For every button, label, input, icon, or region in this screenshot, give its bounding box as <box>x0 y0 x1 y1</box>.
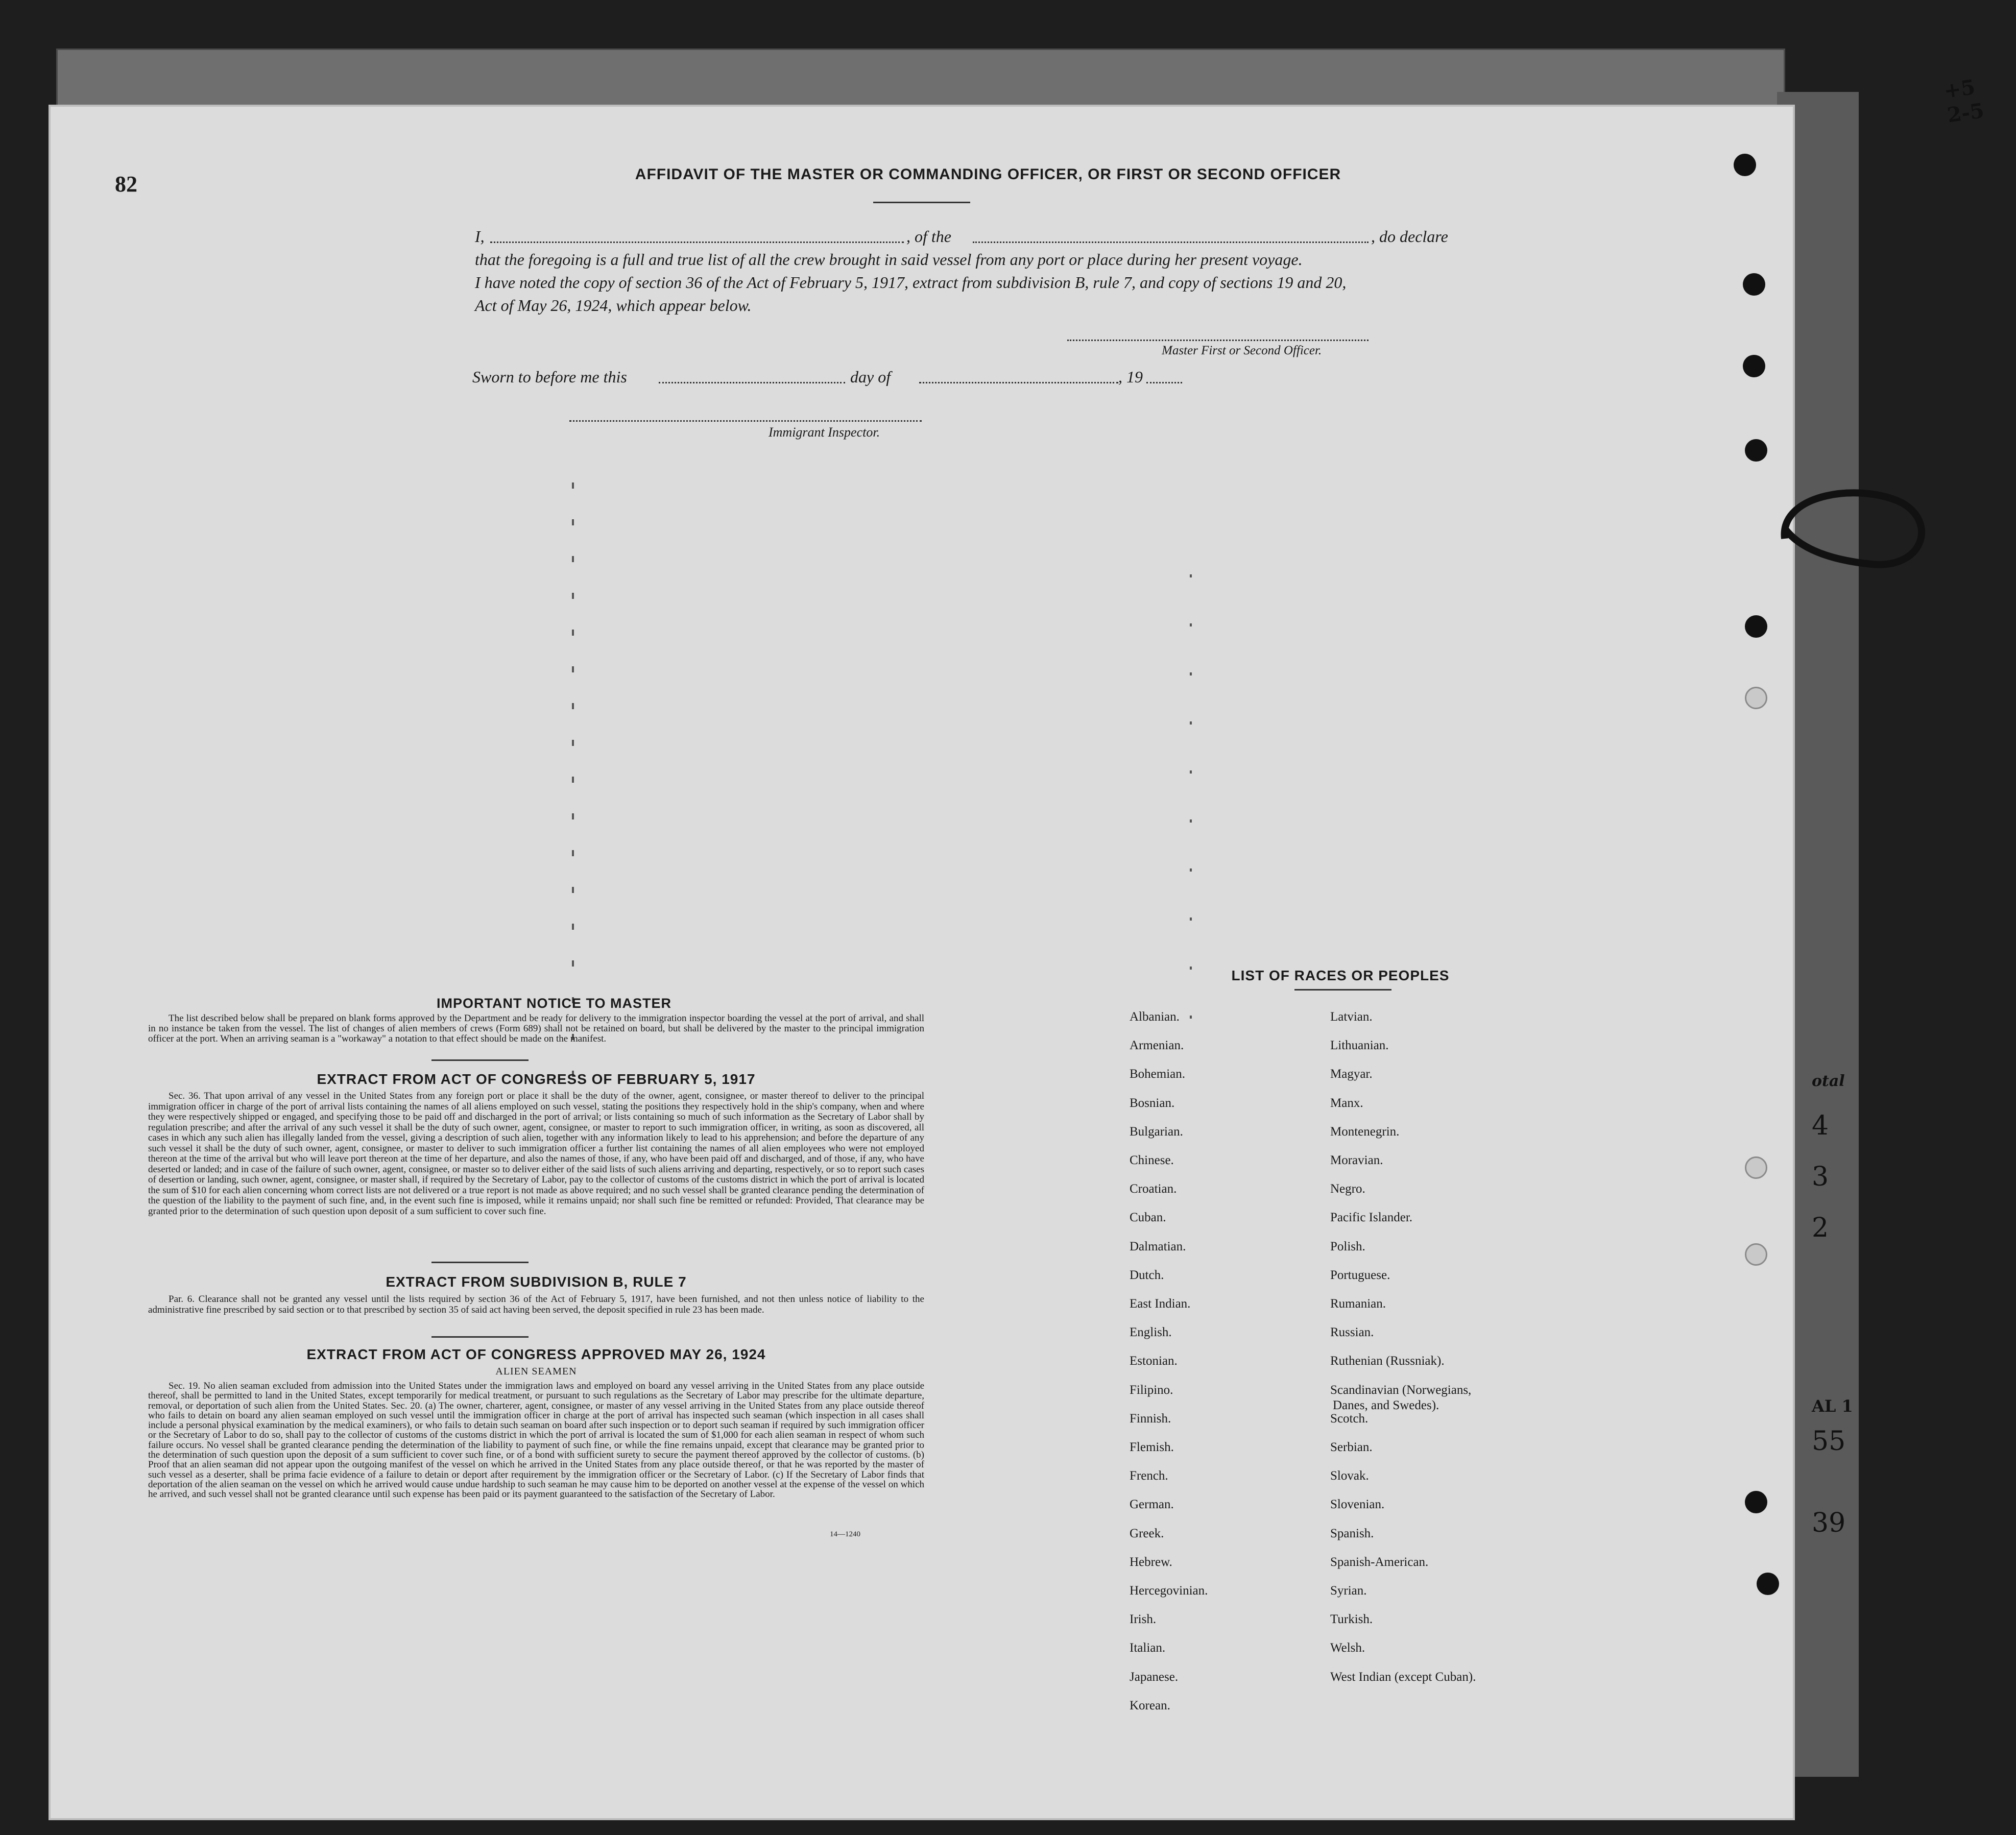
race-item: Scotch. <box>1330 1411 1369 1426</box>
subdivision-b-title: EXTRACT FROM SUBDIVISION B, RULE 7 <box>386 1274 687 1290</box>
divider <box>431 1262 529 1263</box>
race-item: Lithuanian. <box>1330 1039 1389 1053</box>
race-item: Bulgarian. <box>1130 1124 1183 1139</box>
race-item: Ruthenian (Russniak). <box>1330 1354 1445 1368</box>
punch-hole <box>1734 154 1756 176</box>
year-blank <box>1146 382 1182 383</box>
race-item: German. <box>1130 1498 1174 1512</box>
master-signature-caption: Master First or Second Officer. <box>1162 344 1322 357</box>
edge-fragments <box>1812 1072 1868 1538</box>
margin-note: +5 2-5 <box>1942 75 1986 128</box>
edge-fragment: 4 <box>1812 1110 1829 1141</box>
race-item: Korean. <box>1130 1698 1170 1712</box>
punch-hole <box>1745 1491 1767 1513</box>
race-item: English. <box>1130 1325 1172 1340</box>
notice-title: IMPORTANT NOTICE TO MASTER <box>437 996 671 1011</box>
race-item: Bohemian. <box>1130 1067 1186 1081</box>
affidavit-line-3: I have noted the copy of section 36 of the Act of February 5, 1917, extract from subdivision B, rule 7, and copy of sections 19 and 20, <box>475 273 1347 292</box>
edge-fragment: AL 1 <box>1812 1396 1853 1416</box>
title-underline <box>873 202 970 203</box>
subdivision-b-body: Par. 6. Clearance shall not be granted any vessel until the lists required by section 36 of the Act of February 5, 1917, have been furnished, and not then unless notice of liability to the administrative fine prescribed by said section or to that prescribed by section 35 of said act having been served, the deposit specified in rule 23 has been made. <box>148 1294 924 1315</box>
day-of-label: day of <box>850 368 891 386</box>
race-item: Scandinavian (Norwegians, <box>1330 1383 1472 1397</box>
faint-column-marks <box>1190 528 1192 1019</box>
race-item: Polish. <box>1330 1239 1365 1253</box>
races-title: LIST OF RACES OR PEOPLES <box>1231 968 1450 983</box>
extract-1924-title: EXTRACT FROM ACT OF CONGRESS APPROVED MAY 26, 1924 <box>306 1346 766 1362</box>
sworn-day-blank <box>659 382 845 383</box>
race-item: Slovak. <box>1330 1469 1369 1483</box>
race-item: Moravian. <box>1330 1153 1383 1167</box>
race-item: Japanese. <box>1130 1670 1179 1684</box>
race-item: Cuban. <box>1130 1211 1166 1225</box>
punch-hole <box>1745 1156 1767 1179</box>
race-item: West Indian (except Cuban). <box>1330 1670 1476 1684</box>
affidavit-title: AFFIDAVIT OF THE MASTER OR COMMANDING OFFICER, OR FIRST OR SECOND OFFICER <box>635 166 1341 183</box>
race-item: Spanish. <box>1330 1526 1374 1540</box>
race-item: Greek. <box>1130 1526 1164 1540</box>
punch-hole <box>1757 1573 1779 1595</box>
sworn-month-blank <box>919 382 1118 383</box>
race-item: East Indian. <box>1130 1297 1191 1311</box>
race-item: Estonian. <box>1130 1354 1178 1368</box>
divider <box>431 1059 529 1061</box>
race-item: Pacific Islander. <box>1330 1211 1413 1225</box>
divider <box>431 1336 529 1338</box>
name-blank <box>490 242 904 243</box>
punch-hole <box>1745 439 1767 462</box>
sworn-label: Sworn to before me this <box>472 368 627 386</box>
edge-fragment: 2 <box>1812 1213 1829 1243</box>
race-item: Hebrew. <box>1130 1555 1172 1569</box>
extract-1924-body: Sec. 19. No alien seaman excluded from admission into the United States under the immigration laws and employed on board any vessel arriving in the United States from any place outside thereof, shall be permitted to land in the United States, except temporarily for medical treatment, or pursuant to such regulations as the Secretary of Labor may prescribe for the ultimate departure, removal, or deportation of such alien from the United States. Sec. 20. (a) The owner, charterer, agent, consignee, or master of any vessel arriving in the United States from any place outside thereof who fails to detain on board any alien seaman employed on such vessel until the immigration officer in charge at the port of arrival has inspected such seaman (which inspection in all cases shall include a personal physical examination by the medical examiners), or who fails to detain such seaman on board after such inspection or to deport such seaman if required by such immigration officer or the Secretary of Labor to do so, shall pay to the collector of customs of the customs district in which the port of arrival is located the sum of $1,000 for each alien seaman in respect of whom such failure occurs. No vessel shall be granted clearance pending the determination of the liability to payment of such fine, or while the fine remains unpaid, except that clearance may be granted prior to the determination of such question upon the deposit of a sum sufficient to cover such fine, or of a bond with sufficient surety to secure the payment thereof approved by the collector of customs. (b) Proof that an alien seaman did not appear upon the outgoing manifest of the vessel on which he arrived in the United States from any place outside thereof, or that he was reported by the master of such vessel as a deserter, shall be prima facie evidence of a failure to detain or deport after requirement by the immigration officer or the Secretary of Labor. (c) If the Secretary of Labor finds that deportation of the alien seaman on the vessel on which he arrived would cause undue hardship to such seaman he may cause him to be deported on another vessel at the expense of the vessel on which he arrived, and such vessel shall not be granted clearance until such expense has been paid or its payment guaranteed to the satisfaction of the Secretary of Labor. <box>148 1381 924 1500</box>
master-signature-line <box>1067 340 1369 341</box>
race-item: Serbian. <box>1330 1440 1373 1454</box>
edge-fragment: 3 <box>1812 1162 1829 1192</box>
race-item: Filipino. <box>1130 1383 1173 1397</box>
race-item: Danes, and Swedes). <box>1333 1398 1439 1412</box>
race-item: Flemish. <box>1130 1440 1174 1454</box>
punch-hole <box>1745 1243 1767 1266</box>
race-item: Montenegrin. <box>1330 1124 1400 1139</box>
race-item: Portuguese. <box>1330 1268 1390 1282</box>
race-item: Manx. <box>1330 1096 1363 1110</box>
year-label: , 19 <box>1118 368 1143 386</box>
race-item: Russian. <box>1330 1325 1374 1340</box>
notice-body: The list described below shall be prepared on blank forms approved by the Department and be ready for delivery to the immigration inspector boarding the vessel at the port of arrival, and shall in no instance be taken from the vessel. The list of changes of alien members of crews (Form 689) shall not be retained on board, but shall be delivered by the master to the principal immigration officer at the port. When an arriving seaman is a "workaway" a notation to that effect should be made on the manifest. <box>148 1013 924 1044</box>
race-item: Dutch. <box>1130 1268 1164 1282</box>
inspector-caption: Immigrant Inspector. <box>769 425 880 440</box>
edge-fragment: otal <box>1812 1072 1845 1090</box>
race-item: Bosnian. <box>1130 1096 1175 1110</box>
race-item: Latvian. <box>1330 1010 1373 1024</box>
handwritten-loop-mark <box>1769 472 1938 585</box>
page-mark: 82 <box>115 172 137 197</box>
race-item: Dalmatian. <box>1130 1239 1186 1253</box>
punch-hole <box>1743 355 1765 377</box>
race-item: Rumanian. <box>1330 1297 1386 1311</box>
punch-hole <box>1745 615 1767 638</box>
affidavit-line-2: that the foregoing is a full and true list of all the crew brought in said vessel from any port or place during her present voyage. <box>475 250 1303 269</box>
race-item: Armenian. <box>1130 1039 1184 1053</box>
race-item: Turkish. <box>1330 1612 1373 1627</box>
punch-hole <box>1745 687 1767 709</box>
affidavit-i: I, <box>475 227 485 246</box>
race-item: Slovenian. <box>1330 1498 1385 1512</box>
race-item: Italian. <box>1130 1641 1166 1655</box>
extract-1924-subtitle: ALIEN SEAMEN <box>495 1366 577 1377</box>
race-item: Croatian. <box>1130 1182 1177 1196</box>
race-item: Spanish-American. <box>1330 1555 1429 1569</box>
race-item: Welsh. <box>1330 1641 1365 1655</box>
edge-fragment: 39 <box>1812 1508 1846 1538</box>
inspector-signature-line <box>569 420 922 422</box>
race-item: French. <box>1130 1469 1168 1483</box>
race-item: Irish. <box>1130 1612 1157 1627</box>
extract-1917-title: EXTRACT FROM ACT OF CONGRESS OF FEBRUARY 5, 1917 <box>317 1071 756 1087</box>
affidavit-do-declare: , do declare <box>1371 227 1448 246</box>
race-item: Syrian. <box>1330 1584 1367 1598</box>
race-item: Finnish. <box>1130 1411 1171 1426</box>
affidavit-of-the: , of the <box>906 227 951 246</box>
form-page <box>49 105 1795 1820</box>
extract-1917-body: Sec. 36. That upon arrival of any vessel in the United States from any foreign port or place it shall be the duty of the owner, agent, consignee, or master thereof to deliver to the principal immigration officer in charge of the port of arrival lists containing the names of all aliens employed on such vessel, stating the positions they respectively hold in the ship's company, when and where they were respectively shipped or engaged, and specifying those to be paid off and discharged in the port of arrival; or lists containing so much of such information as the Secretary of Labor shall by regulation prescribe; and after the arrival of any such vessel it shall be the duty of such owner, agent, consignee, or master to report to such immigration officer, in writing, as soon as discovered, all cases in which any such alien has illegally landed from the vessel, giving a description of such alien, together with any information likely to lead to his apprehension; and before the departure of any such vessel it shall be the duty of such owner, agent, consignee, or master to deliver to such immigration officer a further list containing the names of all alien employees who were not employed thereon at the time of the arrival but who will leave port thereon at the time of her departure, and also the names of those, if any, who have been paid off and discharged, and of those, if any, who have deserted or landed; and in case of the failure of such owner, agent, consignee, or master so to deliver either of the said lists of such aliens arriving and departing, respectively, or so to report such cases of desertion or landing, such owner, agent, consignee, or master shall, if required by the Secretary of Labor, pay to the collector of customs of the customs district in which the port of arrival is located the sum of $10 for each alien concerning whom correct lists are not delivered or a true report is not made as above required; and no such vessel shall be granted clearance pending the determination of the question of the liability to the payment of such fine, and, in the event such fine is imposed, while it remains unpaid; nor shall such fine be remitted or refunded: Provided, That clearance may be granted prior to the determination of such question upon deposit of a sum sufficient to cover such fine. <box>148 1091 924 1217</box>
title-underline <box>1294 989 1391 991</box>
race-item: Magyar. <box>1330 1067 1373 1081</box>
vessel-blank <box>973 242 1369 243</box>
form-number: 14—1240 <box>830 1530 860 1538</box>
edge-fragment: 55 <box>1812 1426 1846 1457</box>
race-item: Negro. <box>1330 1182 1365 1196</box>
race-item: Hercegovinian. <box>1130 1584 1208 1598</box>
race-item: Chinese. <box>1130 1153 1174 1167</box>
race-item: Albanian. <box>1130 1010 1180 1024</box>
punch-hole <box>1743 273 1765 296</box>
affidavit-line-4: Act of May 26, 1924, which appear below. <box>475 296 752 315</box>
